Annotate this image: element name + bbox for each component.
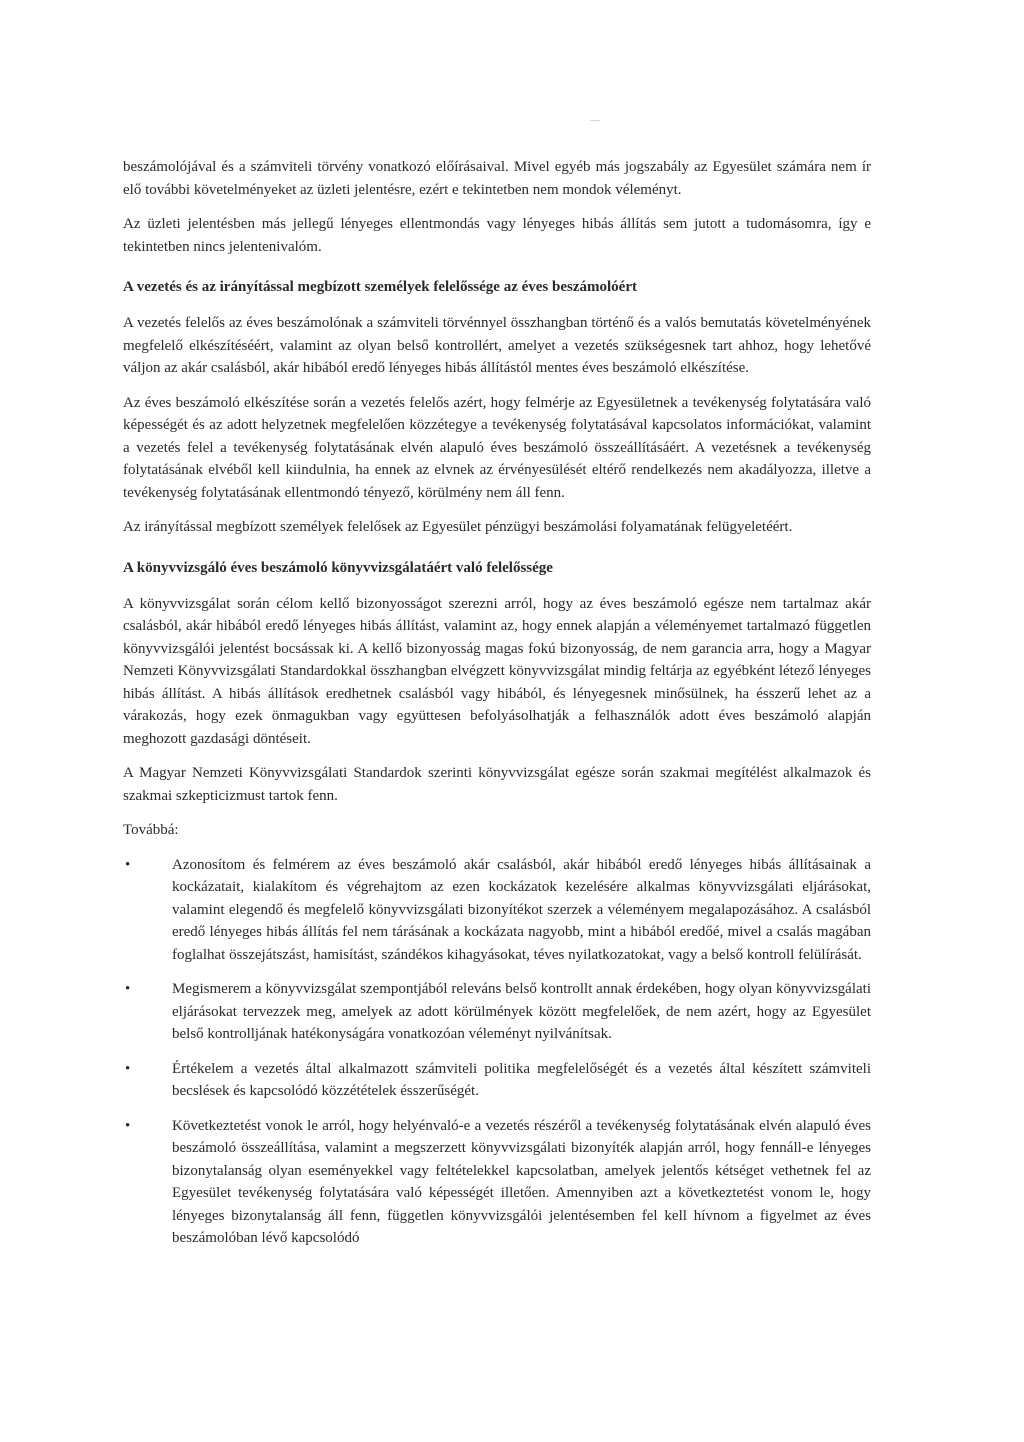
paragraph-2: Az üzleti jelentésben más jellegű lényeges ellentmondás vagy lényeges hibás állítás sem jutott a tudomásomra, így e tekintetben nincs jelentenivalóm. [123,216,871,255]
paragraph-3: A vezetés felelős az éves beszámolónak a számviteli törvénnyel összhangban történő és a valós bemutatás követelményének megfelelő elkészítéséért, valamint az olyan belső kontrollért, amelyet a vezetés szükségesnek tart ahhoz, hogy lehetővé váljon az akár csalásból, akár hibából eredő lényeges hibás állítástól mentes éves beszámoló elkészítése. [123,315,871,376]
paragraph-5: Az irányítással megbízott személyek felelősek az Egyesület pénzügyi beszámolási folyamatának felügyeletéért. [123,519,793,535]
paragraph-1: beszámolójával és a számviteli törvény vonatkozó előírásaival. Mivel egyéb más jogszabály az Egyesület számára nem ír elő további követelményeket az üzleti jelentésre, ezért e tekintetben nem mondok véleményt. [123,159,871,198]
section-heading-auditor-responsibility: A könyvvizsgáló éves beszámoló könyvvizsgálatáért való felelőssége [123,559,553,576]
document-page [123,156,871,1262]
paragraph-6: A könyvvizsgálat során célom kellő bizonyosságot szerezni arról, hogy az éves beszámoló egésze nem tartalmaz akár csalásból, akár hibából eredő lényeges hibás állítást, valamint az, hogy ennek alapján a véleményemet tartalmazó független könyvvizsgálói jelentést bocsássak ki. A kellő bizonyosság magas fokú bizonyosság, de nem garancia arra, hogy a Magyar Nemzeti Könyvvizsgálati Standardokkal összhangban elvégzett könyvvizsgálat mindig feltárja az egyébként létező lényeges hibás állítást. A hibás állítások eredhetnek csalásból vagy hibából, és lényegesnek minősülnek, ha ésszerű lehet az a várakozás, hogy ezek önmagukban vagy együttesen befolyásolhatják a felhasználók adott éves beszámoló alapján meghozott gazdasági döntéseit. [123,595,871,747]
bullet-icon: • [125,856,131,873]
list-item [123,978,871,1046]
list-item-text: Megismerem a könyvvizsgálat szempontjából releváns belső kontrollt annak érdekében, hogy olyan könyvvizsgálati eljárásokat tervezzek meg, amelyek az adott körülmények között megfelelőek, de nem azért, hogy az Egyesület belső kontrolljának hatékonyságára vonatkozóan véleményt nyilvánítsak. [172,981,871,1042]
list-item-text: Következtetést vonok le arról, hogy helyénvaló-e a vezetés részéről a tevékenység folytatásának elvén alapuló éves beszámoló összeállítása, valamint a megszerzett könyvvizsgálati bizonyíték alapján arról, hogy fennáll-e lényeges bizonytalanság olyan eseményekkel vagy feltételekkel kapcsolatban, amelyek jelentős kétséget vethetnek fel az Egyesület tevékenység folytatására való képességét illetően. Amennyiben azt a következtetést vonom le, hogy lényeges bizonytalanság áll fenn, független könyvvizsgálói jelentésemben fel kell hívnom a figyelmet az éves beszámolóban lévő kapcsolódó [172,1117,871,1246]
bullet-list [123,854,871,1250]
paragraph-7: A Magyar Nemzeti Könyvvizsgálati Standardok szerinti könyvvizsgálat egésze során szakmai megítélést alkalmazok és szakmai szkepticizmust tartok fenn. [123,765,871,804]
list-item [123,854,871,967]
bullet-icon: • [125,1117,131,1134]
paragraph-8: Továbbá: [123,822,179,838]
list-item-text: Értékelem a vezetés által alkalmazott számviteli politika megfelelőségét és a vezetés által készített számviteli becslések és kapcsolódó közzétételek ésszerűségét. [172,1060,871,1099]
bullet-icon: • [125,981,131,997]
list-item [123,1115,871,1250]
paragraph-4: Az éves beszámoló elkészítése során a vezetés felelős azért, hogy felmérje az Egyesületnek a tevékenység folytatására való képességét és az adott helyzetnek megfelelően közzétegye a tevékenység folytatásával kapcsolatos információkat, valamint a vezetés felel a tevékenység folytatásának elvén alapuló éves beszámoló összeállításáért. A vezetésnek a tevékenység folytatásának elvéből kell kiindulnia, ha ennek az elvnek az érvényesülését eltérő rendelkezés nem akadályozza, illetve a tevékenység folytatásának ellentmondó tényező, körülmény nem áll fenn. [123,394,871,501]
bullet-icon: • [125,1060,131,1077]
scan-artifact [590,120,600,121]
list-item [123,1058,871,1103]
section-heading-management-responsibility: A vezetés és az irányítással megbízott személyek felelőssége az éves beszámolóért [123,279,637,295]
list-item-text: Azonosítom és felmérem az éves beszámoló akár csalásból, akár hibából eredő lényeges hibás állításainak a kockázatait, kialakítom és végrehajtom az ezen kockázatok kezelésére alkalmas könyvvizsgálati eljárásokat, valamint elegendő és megfelelő könyvvizsgálati bizonyítékot szerzek a véleményem megalapozásához. A csalásból eredő lényeges hibás állítás fel nem tárásának a kockázata nagyobb, mint a hibából eredőé, mivel a csalás magában foglalhat összejátszást, hamisítást, szándékos kihagyásokat, téves nyilatkozatokat, vagy a belső kontroll felülírását. [172,856,871,963]
